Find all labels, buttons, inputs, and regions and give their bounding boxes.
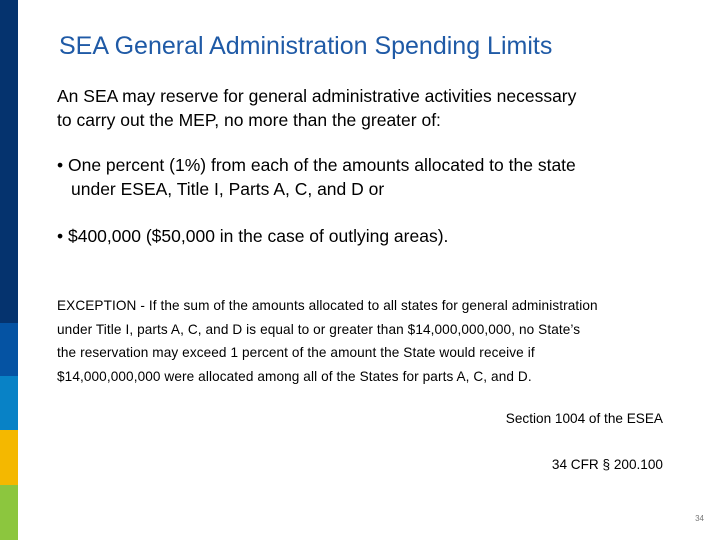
exception-line: under Title I, parts A, C, and D is equal to or greater than $14,000,000,000, no State’s (57, 321, 581, 337)
exception-line: $14,000,000,000 were allocated among all of the States for parts A, C, and D. (57, 368, 532, 384)
reference-cfr: 34 CFR § 200.100 (551, 457, 663, 472)
accent-bar-blue (0, 323, 18, 376)
bullet-1-line-2: under ESEA, Title I, Parts A, C, and D or (71, 179, 385, 199)
accent-bar-green (0, 485, 18, 540)
bullet-2: • $400,000 ($50,000 in the case of outlying areas). (57, 226, 449, 246)
intro-line-2: to carry out the MEP, no more than the greater of: (57, 110, 441, 130)
accent-bar-navy (0, 0, 18, 323)
slide-title: SEA General Administration Spending Limits (59, 32, 553, 60)
exception-line: EXCEPTION - If the sum of the amounts allocated to all states for general administration (57, 298, 598, 313)
bullet-1-line-1: • One percent (1%) from each of the amounts allocated to the state (57, 155, 576, 175)
page-number: 34 (695, 514, 704, 523)
reference-esea: Section 1004 of the ESEA (505, 411, 663, 426)
accent-bar-lightblue (0, 376, 18, 430)
exception-paragraph (57, 294, 598, 388)
accent-bar-yellow (0, 430, 18, 485)
exception-line: the reservation may exceed 1 percent of the amount the State would receive if (57, 345, 535, 360)
intro-line-1: An SEA may reserve for general administrative activities necessary (57, 86, 577, 106)
